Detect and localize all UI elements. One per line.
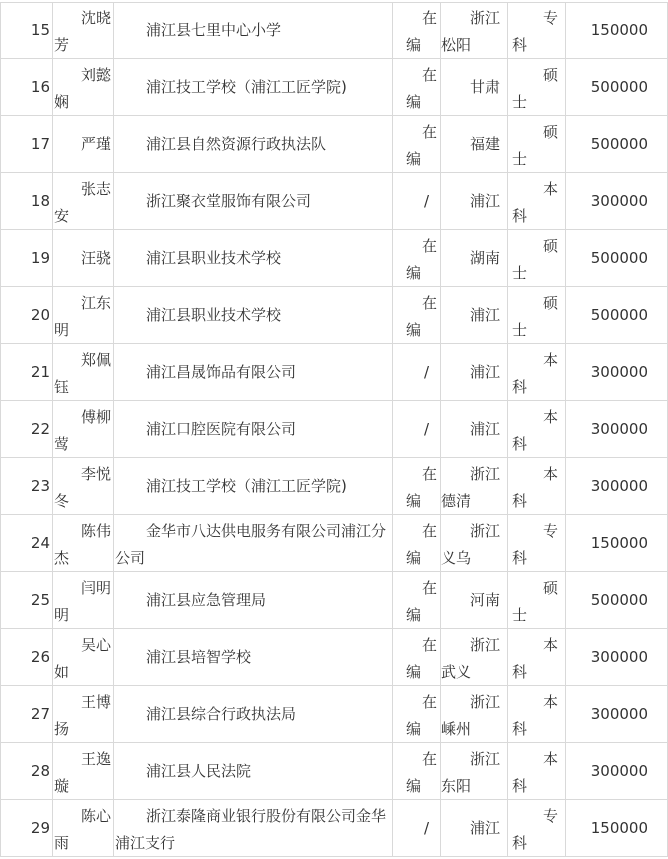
origin: 浦江 — [469, 420, 500, 438]
name-line-1: 陈伟 — [80, 522, 111, 540]
column-divider — [52, 173, 53, 230]
unit: 浦江技工学校（浦江工匠学院) — [146, 477, 347, 495]
column-divider — [507, 116, 508, 173]
column-divider — [507, 401, 508, 458]
name-line-2: 芳 — [54, 36, 70, 54]
table-row — [0, 800, 668, 857]
column-divider — [565, 230, 566, 287]
degree-line-2: 科 — [512, 777, 528, 795]
status: / — [424, 192, 430, 210]
origin-line-2: 东阳 — [441, 777, 472, 795]
degree-line-1: 专 — [543, 807, 559, 825]
unit: 浦江县应急管理局 — [146, 591, 267, 609]
amount: 150000 — [590, 534, 648, 552]
column-divider — [507, 344, 508, 401]
origin-line-2: 松阳 — [441, 36, 472, 54]
status-line-1: 在 — [421, 237, 437, 255]
status-line-2: 编 — [406, 321, 422, 339]
table-row — [0, 287, 668, 344]
origin: 湖南 — [469, 249, 500, 267]
column-divider — [0, 401, 1, 458]
origin: 浦江 — [469, 306, 500, 324]
column-divider — [392, 458, 393, 515]
amount: 500000 — [590, 249, 648, 267]
column-divider — [0, 800, 1, 857]
degree-line-1: 专 — [543, 9, 559, 27]
unit: 浦江县培智学校 — [146, 648, 252, 666]
amount: 300000 — [590, 363, 648, 381]
column-divider — [565, 173, 566, 230]
column-divider — [0, 287, 1, 344]
status-line-1: 在 — [421, 123, 437, 141]
serial-number: 26 — [30, 648, 50, 666]
degree-line-2: 科 — [512, 720, 528, 738]
name-line-1: 陈心 — [80, 807, 111, 825]
column-divider — [392, 572, 393, 629]
column-divider — [440, 800, 441, 857]
name-line-2: 扬 — [54, 720, 70, 738]
column-divider — [392, 401, 393, 458]
column-divider — [392, 287, 393, 344]
column-divider — [440, 59, 441, 116]
column-divider — [440, 287, 441, 344]
column-divider — [52, 116, 53, 173]
column-divider — [113, 344, 114, 401]
degree-line-2: 科 — [512, 36, 528, 54]
serial-number: 27 — [30, 705, 50, 723]
column-divider — [440, 230, 441, 287]
table-row — [0, 458, 668, 515]
column-divider — [52, 401, 53, 458]
amount: 500000 — [590, 306, 648, 324]
column-divider — [507, 629, 508, 686]
status-line-2: 编 — [406, 549, 422, 567]
status-line-2: 编 — [406, 36, 422, 54]
table-row — [0, 59, 668, 116]
column-divider — [0, 458, 1, 515]
degree-line-1: 本 — [543, 693, 559, 711]
status-line-1: 在 — [421, 693, 437, 711]
serial-number: 29 — [30, 819, 50, 837]
unit: 浙江聚衣堂服饰有限公司 — [146, 192, 312, 210]
name-line-2: 钰 — [54, 378, 70, 396]
table-row — [0, 686, 668, 743]
status-line-1: 在 — [421, 522, 437, 540]
degree-line-2: 科 — [512, 207, 528, 225]
name-line-2: 冬 — [54, 492, 70, 510]
degree-line-1: 本 — [543, 351, 559, 369]
serial-number: 15 — [30, 21, 50, 39]
column-divider — [507, 59, 508, 116]
column-divider — [0, 59, 1, 116]
status-line-1: 在 — [421, 579, 437, 597]
table-row — [0, 515, 668, 572]
column-divider — [440, 572, 441, 629]
status-line-2: 编 — [406, 777, 422, 795]
column-divider — [565, 629, 566, 686]
column-divider — [565, 743, 566, 800]
unit: 浦江昌晟饰品有限公司 — [146, 363, 297, 381]
column-divider — [392, 116, 393, 173]
table-row — [0, 230, 668, 287]
column-divider — [52, 515, 53, 572]
name-line-1: 吴心 — [80, 636, 111, 654]
name-line-1: 刘懿 — [80, 66, 111, 84]
status-line-2: 编 — [406, 93, 422, 111]
origin-line-1: 浙江 — [469, 636, 500, 654]
column-divider — [0, 686, 1, 743]
serial-number: 17 — [30, 135, 50, 153]
unit: 浦江县职业技术学校 — [146, 249, 282, 267]
name-line-2: 安 — [54, 207, 70, 225]
table-row — [0, 629, 668, 686]
table-row — [0, 2, 668, 59]
degree-line-1: 本 — [543, 180, 559, 198]
degree-line-2: 士 — [512, 264, 528, 282]
serial-number: 22 — [30, 420, 50, 438]
degree-line-2: 士 — [512, 93, 528, 111]
degree-line-2: 科 — [512, 834, 528, 852]
degree-line-2: 科 — [512, 435, 528, 453]
amount: 300000 — [590, 420, 648, 438]
unit-line-2: 浦江支行 — [115, 834, 176, 852]
column-divider — [0, 116, 1, 173]
column-divider — [440, 116, 441, 173]
name-line-2: 娴 — [54, 93, 70, 111]
name: 严瑾 — [80, 135, 111, 153]
status-line-1: 在 — [421, 66, 437, 84]
column-divider — [52, 686, 53, 743]
column-divider — [507, 287, 508, 344]
degree-line-1: 本 — [543, 750, 559, 768]
serial-number: 25 — [30, 591, 50, 609]
column-divider — [392, 173, 393, 230]
column-divider — [507, 173, 508, 230]
name-line-2: 如 — [54, 663, 70, 681]
degree-line-2: 士 — [512, 321, 528, 339]
column-divider — [507, 572, 508, 629]
column-divider — [52, 800, 53, 857]
serial-number: 23 — [30, 477, 50, 495]
origin-line-1: 浙江 — [469, 522, 500, 540]
serial-number: 28 — [30, 762, 50, 780]
status-line-2: 编 — [406, 663, 422, 681]
column-divider — [565, 800, 566, 857]
column-divider — [52, 59, 53, 116]
column-divider — [565, 458, 566, 515]
column-divider — [392, 800, 393, 857]
degree-line-1: 硕 — [543, 237, 559, 255]
origin: 甘肃 — [469, 78, 500, 96]
degree-line-1: 硕 — [543, 66, 559, 84]
table-row — [0, 116, 668, 173]
column-divider — [565, 401, 566, 458]
column-divider — [52, 743, 53, 800]
degree-line-1: 硕 — [543, 579, 559, 597]
status-line-2: 编 — [406, 150, 422, 168]
status-line-2: 编 — [406, 720, 422, 738]
serial-number: 24 — [30, 534, 50, 552]
column-divider — [113, 116, 114, 173]
name-line-1: 沈晓 — [80, 9, 111, 27]
unit: 浦江县七里中心小学 — [146, 21, 282, 39]
origin: 浦江 — [469, 192, 500, 210]
status-line-1: 在 — [421, 9, 437, 27]
name-line-2: 莺 — [54, 435, 70, 453]
origin: 浦江 — [469, 819, 500, 837]
name-line-1: 傅柳 — [80, 408, 111, 426]
column-divider — [440, 401, 441, 458]
column-divider — [113, 59, 114, 116]
serial-number: 18 — [30, 192, 50, 210]
origin: 福建 — [469, 135, 500, 153]
column-divider — [0, 2, 1, 59]
column-divider — [52, 230, 53, 287]
column-divider — [507, 515, 508, 572]
unit: 浦江口腔医院有限公司 — [146, 420, 297, 438]
unit: 浦江县自然资源行政执法队 — [146, 135, 327, 153]
serial-number: 19 — [30, 249, 50, 267]
column-divider — [440, 344, 441, 401]
table-row — [0, 401, 668, 458]
origin: 浦江 — [469, 363, 500, 381]
column-divider — [113, 401, 114, 458]
column-divider — [52, 629, 53, 686]
degree-line-2: 士 — [512, 606, 528, 624]
row-divider — [1, 856, 668, 857]
column-divider — [113, 572, 114, 629]
origin-line-2: 嵊州 — [441, 720, 472, 738]
status: / — [424, 363, 430, 381]
column-divider — [0, 743, 1, 800]
column-divider — [0, 344, 1, 401]
column-divider — [52, 572, 53, 629]
column-divider — [113, 230, 114, 287]
column-divider — [113, 287, 114, 344]
column-divider — [0, 572, 1, 629]
name-line-2: 明 — [54, 321, 70, 339]
column-divider — [113, 629, 114, 686]
column-divider — [565, 2, 566, 59]
status: / — [424, 819, 430, 837]
degree-line-2: 科 — [512, 549, 528, 567]
column-divider — [0, 173, 1, 230]
table-row — [0, 743, 668, 800]
amount: 300000 — [590, 192, 648, 210]
column-divider — [52, 287, 53, 344]
column-divider — [113, 2, 114, 59]
origin-line-1: 浙江 — [469, 750, 500, 768]
origin-line-1: 浙江 — [469, 9, 500, 27]
amount: 300000 — [590, 648, 648, 666]
column-divider — [113, 515, 114, 572]
column-divider — [507, 743, 508, 800]
degree-line-1: 硕 — [543, 294, 559, 312]
column-divider — [113, 686, 114, 743]
column-divider — [113, 173, 114, 230]
column-divider — [113, 800, 114, 857]
amount: 500000 — [590, 591, 648, 609]
column-divider — [565, 116, 566, 173]
status-line-2: 编 — [406, 264, 422, 282]
origin-line-2: 义乌 — [441, 549, 472, 567]
column-divider — [565, 344, 566, 401]
degree-line-2: 科 — [512, 492, 528, 510]
status-line-1: 在 — [421, 636, 437, 654]
table-row — [0, 344, 668, 401]
column-divider — [0, 515, 1, 572]
amount: 150000 — [590, 819, 648, 837]
amount: 300000 — [590, 762, 648, 780]
column-divider — [113, 743, 114, 800]
column-divider — [392, 686, 393, 743]
column-divider — [392, 59, 393, 116]
column-divider — [440, 173, 441, 230]
column-divider — [392, 2, 393, 59]
column-divider — [0, 629, 1, 686]
table-row — [0, 173, 668, 230]
degree-line-2: 士 — [512, 150, 528, 168]
unit-line-1: 金华市八达供电服务有限公司浦江分 — [146, 522, 387, 540]
name-line-2: 璇 — [54, 777, 70, 795]
column-divider — [52, 344, 53, 401]
amount: 150000 — [590, 21, 648, 39]
status-line-2: 编 — [406, 492, 422, 510]
name-line-2: 明 — [54, 606, 70, 624]
unit: 浦江技工学校（浦江工匠学院) — [146, 78, 347, 96]
status-line-1: 在 — [421, 465, 437, 483]
name-line-1: 张志 — [80, 180, 111, 198]
column-divider — [392, 743, 393, 800]
column-divider — [392, 515, 393, 572]
status-line-2: 编 — [406, 606, 422, 624]
degree-line-1: 本 — [543, 408, 559, 426]
column-divider — [565, 59, 566, 116]
degree-line-2: 科 — [512, 663, 528, 681]
name-line-1: 江东 — [80, 294, 111, 312]
name-line-1: 李悦 — [80, 465, 111, 483]
unit: 浦江县人民法院 — [146, 762, 252, 780]
unit-line-1: 浙江泰隆商业银行股份有限公司金华 — [146, 807, 387, 825]
name: 汪骁 — [80, 249, 111, 267]
name-line-1: 闫明 — [80, 579, 111, 597]
degree-line-1: 本 — [543, 636, 559, 654]
unit: 浦江县综合行政执法局 — [146, 705, 297, 723]
column-divider — [565, 515, 566, 572]
degree-line-1: 硕 — [543, 123, 559, 141]
amount: 500000 — [590, 135, 648, 153]
amount: 500000 — [590, 78, 648, 96]
name-line-2: 杰 — [54, 549, 70, 567]
origin-line-1: 浙江 — [469, 693, 500, 711]
column-divider — [565, 686, 566, 743]
degree-line-2: 科 — [512, 378, 528, 396]
column-divider — [392, 230, 393, 287]
unit: 浦江县职业技术学校 — [146, 306, 282, 324]
column-divider — [0, 230, 1, 287]
column-divider — [565, 572, 566, 629]
name-line-1: 王逸 — [80, 750, 111, 768]
degree-line-1: 本 — [543, 465, 559, 483]
column-divider — [507, 230, 508, 287]
origin: 河南 — [469, 591, 500, 609]
name-line-2: 雨 — [54, 834, 70, 852]
status-line-1: 在 — [421, 750, 437, 768]
serial-number: 16 — [30, 78, 50, 96]
name-line-1: 王博 — [80, 693, 111, 711]
column-divider — [565, 287, 566, 344]
column-divider — [392, 344, 393, 401]
origin-line-1: 浙江 — [469, 465, 500, 483]
column-divider — [113, 458, 114, 515]
status-line-1: 在 — [421, 294, 437, 312]
serial-number: 20 — [30, 306, 50, 324]
column-divider — [392, 629, 393, 686]
origin-line-2: 武义 — [441, 663, 472, 681]
column-divider — [507, 800, 508, 857]
column-divider — [507, 2, 508, 59]
serial-number: 21 — [30, 363, 50, 381]
unit-line-2: 公司 — [115, 549, 146, 567]
column-divider — [507, 458, 508, 515]
table-row — [0, 572, 668, 629]
column-divider — [507, 686, 508, 743]
name-line-1: 郑佩 — [80, 351, 111, 369]
column-divider — [52, 458, 53, 515]
origin-line-2: 德清 — [441, 492, 472, 510]
column-divider — [52, 2, 53, 59]
status: / — [424, 420, 430, 438]
amount: 300000 — [590, 705, 648, 723]
amount: 300000 — [590, 477, 648, 495]
degree-line-1: 专 — [543, 522, 559, 540]
